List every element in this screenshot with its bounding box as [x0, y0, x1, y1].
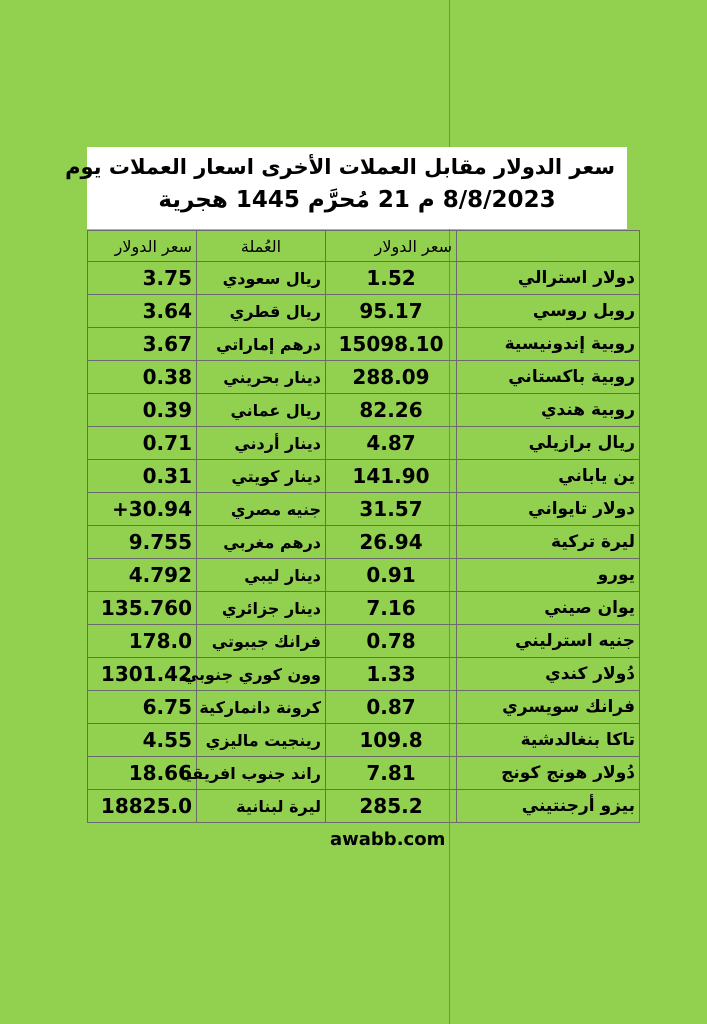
table-row: [88, 361, 640, 394]
currency-name: فرانك سويسري: [457, 691, 640, 724]
currency-name-2: ريال سعودي: [197, 262, 326, 295]
currency-name-2: فرانك جيبوتي: [197, 625, 326, 658]
dollar-rate-2: 3.67: [88, 328, 197, 361]
dollar-rate-2: 18.66: [88, 757, 197, 790]
dollar-rate-2: 0.71: [88, 427, 197, 460]
currency-name: روبية هندي: [457, 394, 640, 427]
dollar-rate: 0.87: [326, 691, 457, 724]
table-row: [88, 526, 640, 559]
dollar-rate: 95.17: [326, 295, 457, 328]
currency-name: دُولار هونج كونج: [457, 757, 640, 790]
header-dollar-rate: سعر الدولار: [326, 231, 457, 262]
currency-name-2: ريال قطري: [197, 295, 326, 328]
currency-name: روبية إندونيسية: [457, 328, 640, 361]
table-row: [88, 592, 640, 625]
table-row: [88, 328, 640, 361]
currency-name-2: ليرة لبنانية: [197, 790, 326, 823]
currency-name-2: دينار ليبي: [197, 559, 326, 592]
dollar-rate: 26.94: [326, 526, 457, 559]
currency-name: ليرة تركية: [457, 526, 640, 559]
dollar-rate-2: 18825.0: [88, 790, 197, 823]
table-row: [88, 658, 640, 691]
currency-name-2: درهم إماراتي: [197, 328, 326, 361]
currency-name-2: كرونة دانماركية: [197, 691, 326, 724]
title-line-1: سعر الدولار مقابل العملات الأخرى اسعار العملات يوم: [65, 155, 615, 179]
currency-name-2: رينجيت ماليزي: [197, 724, 326, 757]
header-currency-2: العُملة: [197, 231, 326, 262]
header-dollar-rate-2: سعر الدولار: [88, 231, 197, 262]
currency-rates-table: [87, 230, 640, 823]
dollar-rate: 288.09: [326, 361, 457, 394]
dollar-rate: 7.16: [326, 592, 457, 625]
currency-name: يورو: [457, 559, 640, 592]
currency-name-2: دينار بحريني: [197, 361, 326, 394]
table-header-row: [88, 231, 640, 262]
dollar-rate: 15098.10: [326, 328, 457, 361]
dollar-rate-2: 4.55: [88, 724, 197, 757]
table-row: [88, 790, 640, 823]
table-row: [88, 295, 640, 328]
table-row: [88, 559, 640, 592]
currency-name: روبية باكستاني: [457, 361, 640, 394]
currency-name-2: درهم مغربي: [197, 526, 326, 559]
dollar-rate-2: 1301.42: [88, 658, 197, 691]
currency-name: جنيه استرليني: [457, 625, 640, 658]
title-box: [65, 147, 627, 229]
dollar-rate: 1.33: [326, 658, 457, 691]
dollar-rate-2: 4.792: [88, 559, 197, 592]
dollar-rate-2: 178.0: [88, 625, 197, 658]
table-row: [88, 625, 640, 658]
dollar-rate: 1.52: [326, 262, 457, 295]
currency-name: بيزو أرجنتيني: [457, 790, 640, 823]
site-watermark: awabb.com: [330, 829, 446, 850]
dollar-rate: 109.8: [326, 724, 457, 757]
currency-name: دولار تايواني: [457, 493, 640, 526]
dollar-rate-2: 0.31: [88, 460, 197, 493]
dollar-rate-2: 135.760: [88, 592, 197, 625]
header-currency: [457, 231, 640, 262]
table-row: [88, 394, 640, 427]
dollar-rate: 141.90: [326, 460, 457, 493]
currency-name-2: دينار كويتي: [197, 460, 326, 493]
currency-name-2: جنيه مصري: [197, 493, 326, 526]
currency-name-2: راند جنوب افريقيا: [197, 757, 326, 790]
currency-name-2: ريال عماني: [197, 394, 326, 427]
currency-name: دُولار كندي: [457, 658, 640, 691]
dollar-rate: 0.78: [326, 625, 457, 658]
currency-name: تاكا بنغالدشية: [457, 724, 640, 757]
currency-name: ريال برازيلي: [457, 427, 640, 460]
dollar-rate: 285.2: [326, 790, 457, 823]
currency-name: دولار استرالي: [457, 262, 640, 295]
dollar-rate-2: 30.94+: [88, 493, 197, 526]
dollar-rate: 7.81: [326, 757, 457, 790]
table-row: [88, 757, 640, 790]
dollar-rate-2: 3.75: [88, 262, 197, 295]
table-row: [88, 493, 640, 526]
dollar-rate: 4.87: [326, 427, 457, 460]
dollar-rate-2: 3.64: [88, 295, 197, 328]
dollar-rate: 82.26: [326, 394, 457, 427]
dollar-rate-2: 0.38: [88, 361, 197, 394]
currency-name: روبل روسي: [457, 295, 640, 328]
currency-name-2: دينار أردني: [197, 427, 326, 460]
dollar-rate: 0.91: [326, 559, 457, 592]
dollar-rate-2: 6.75: [88, 691, 197, 724]
currency-name-2: وون كوري جنوبي: [197, 658, 326, 691]
dollar-rate: 31.57: [326, 493, 457, 526]
table-row: [88, 427, 640, 460]
table-row: [88, 460, 640, 493]
table-row: [88, 691, 640, 724]
currency-name: ين ياباني: [457, 460, 640, 493]
currency-name-2: دينار جزائري: [197, 592, 326, 625]
table-row: [88, 262, 640, 295]
table-row: [88, 724, 640, 757]
currency-name: يوان صيني: [457, 592, 640, 625]
table-body: [88, 262, 640, 823]
dollar-rate-2: 9.755: [88, 526, 197, 559]
dollar-rate-2: 0.39: [88, 394, 197, 427]
title-line-2: 8/8/2023 م 21 مُحرَّم 1445 هجرية: [158, 187, 556, 213]
